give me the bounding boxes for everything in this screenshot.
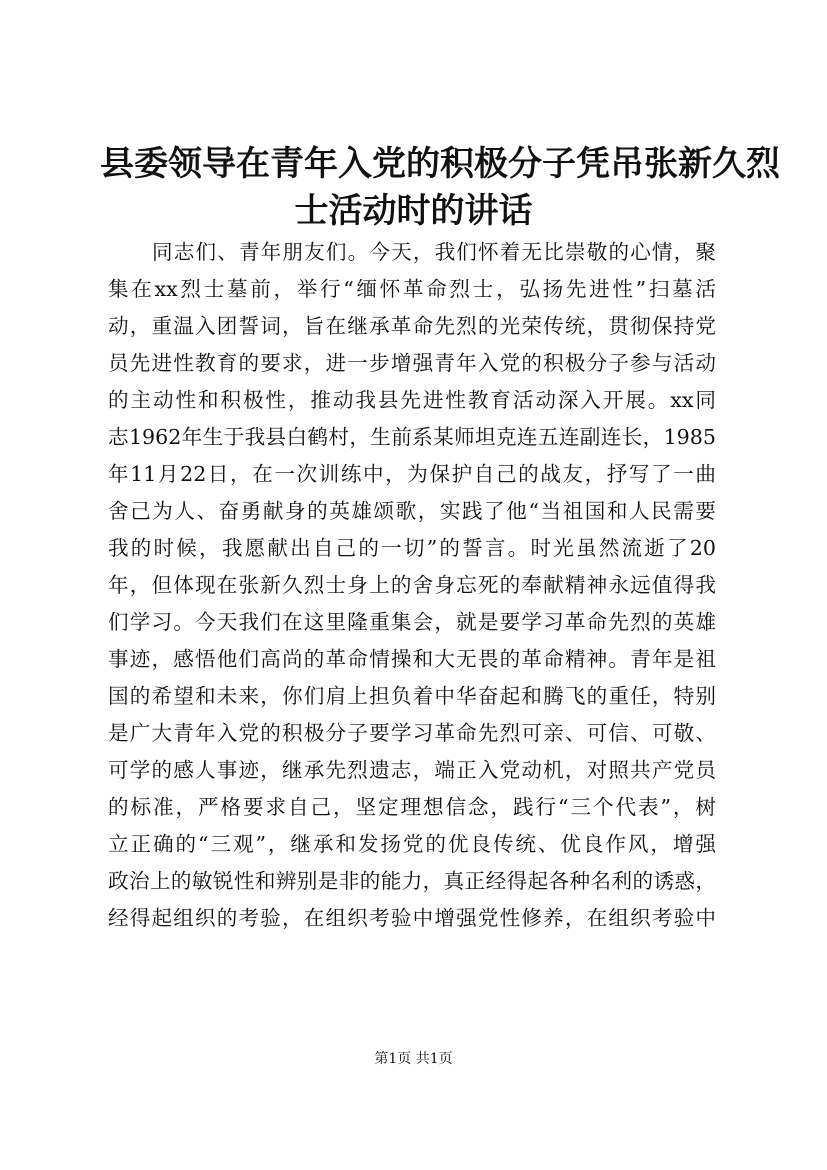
body-line: 政治上的敏锐性和辨别是非的能力，真正经得起各种名利的诱惑， — [108, 869, 716, 893]
body-line: 经得起组织的考验，在组织考验中增强党性修养，在组织考验中 — [108, 906, 716, 930]
title-line-2: 士活动时的讲话 — [294, 191, 533, 231]
body-line: 年11月22日，在一次训练中，为保护自己的战友，抒写了一曲 — [108, 462, 716, 486]
body-line: 的主动性和积极性，推动我县先进性教育活动深入开展。xx同 — [108, 388, 716, 412]
body-line: 年，但体现在张新久烈士身上的舍身忘死的奉献精神永远值得我 — [108, 573, 716, 597]
body-line: 集在xx烈士墓前，举行“缅怀革命烈士，弘扬先进性”扫墓活 — [108, 277, 716, 301]
body-line: 动，重温入团誓词，旨在继承革命先烈的光荣传统，贯彻保持党 — [108, 314, 716, 338]
body-line: 我的时候，我愿献出自己的一切”的誓言。时光虽然流逝了20 — [108, 536, 716, 560]
body-line: 事迹，感悟他们高尚的革命情操和大无畏的革命精神。青年是祖 — [108, 647, 716, 671]
body-line: 国的希望和未来，你们肩上担负着中华奋起和腾飞的重任，特别 — [108, 684, 716, 708]
body-line: 同志们、青年朋友们。今天，我们怀着无比崇敬的心情，聚 — [152, 240, 716, 264]
body-line: 们学习。今天我们在这里隆重集会，就是要学习革命先烈的英雄 — [108, 610, 716, 634]
body-line: 舍己为人、奋勇献身的英雄颂歌，实践了他“当祖国和人民需要 — [108, 499, 716, 523]
body-line: 是广大青年入党的积极分子要学习革命先烈可亲、可信、可敬、 — [108, 721, 716, 745]
body-line: 志1962年生于我县白鹤村，生前系某师坦克连五连副连长，1985 — [108, 425, 716, 449]
document-title — [100, 141, 780, 235]
body-line: 员先进性教育的要求，进一步增强青年入党的积极分子参与活动 — [108, 351, 716, 375]
body-line: 的标准，严格要求自己，坚定理想信念，践行“三个代表”，树 — [108, 795, 716, 819]
body-line: 立正确的“三观”，继承和发扬党的优良传统、优良作风，增强 — [108, 832, 716, 856]
body-line: 可学的感人事迹，继承先烈遗志，端正入党动机，对照共产党员 — [108, 758, 716, 782]
title-line-1: 县委领导在青年入党的积极分子凭吊张新久烈 — [100, 144, 780, 184]
document-body — [108, 234, 716, 937]
page-footer: 第1页 共1页 — [374, 1051, 453, 1067]
